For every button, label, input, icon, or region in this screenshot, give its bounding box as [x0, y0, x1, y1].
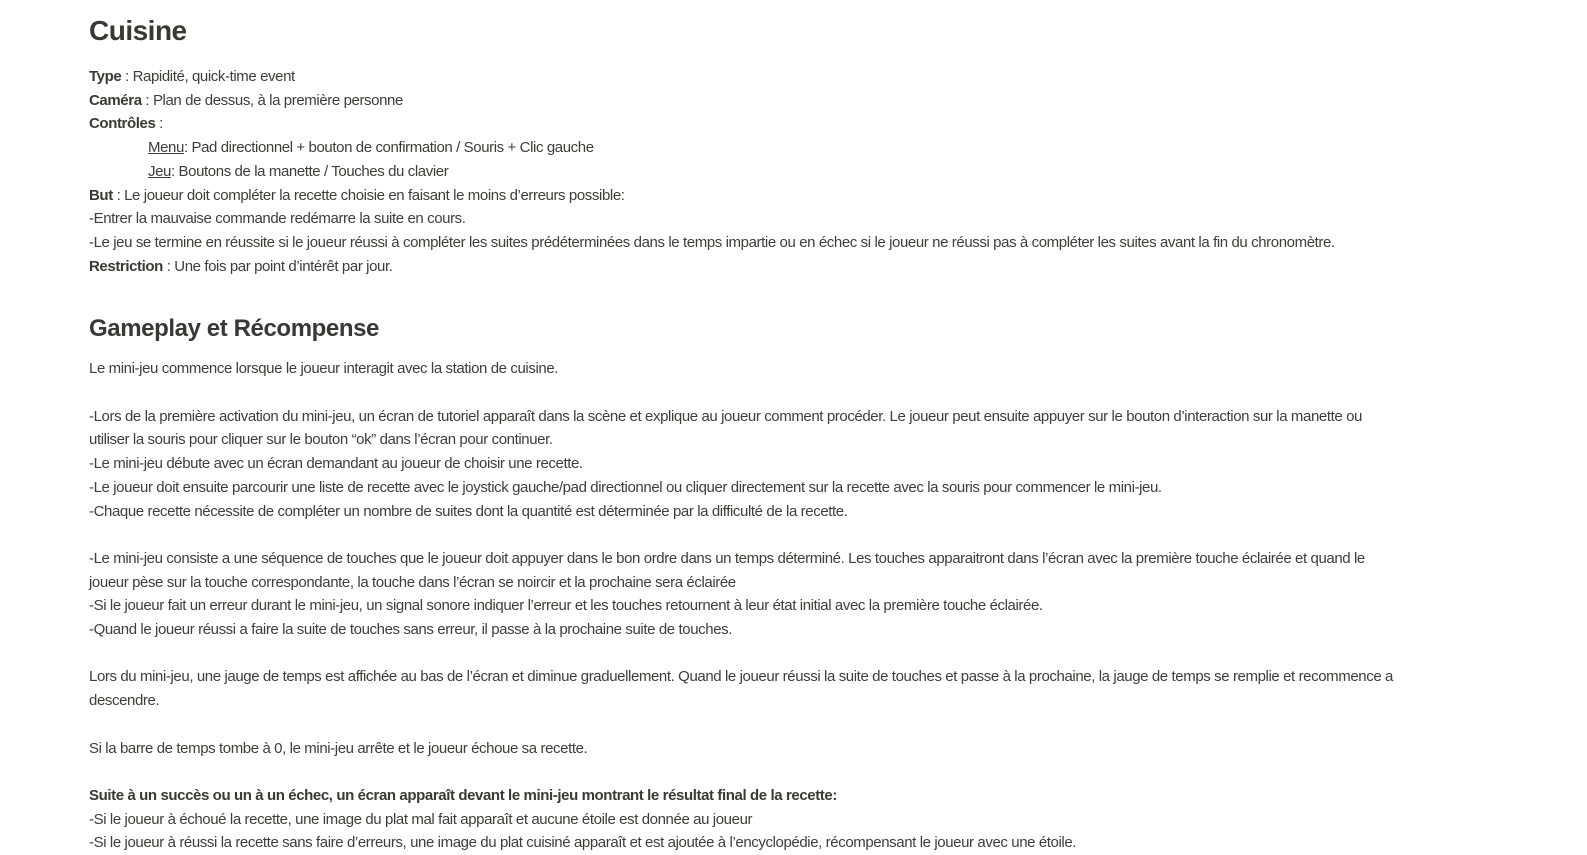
field-but-label: But	[89, 186, 113, 204]
paragraph-spacer	[89, 381, 1567, 405]
field-but	[89, 184, 1567, 208]
field-menu-value: Pad directionnel + bouton de confirmation / Souris + Clic gauche	[191, 139, 594, 157]
field-restriction	[89, 255, 1567, 279]
field-menu-label: Menu	[148, 139, 184, 157]
tutorial-line: -Chaque recette nécessite de compléter un nombre de suites dont la quantité est déterminée par la difficulté de la recette.	[89, 502, 848, 520]
field-camera-label: Caméra	[89, 91, 142, 109]
paragraph-spacer	[89, 642, 1567, 666]
field-but-sep: :	[112, 186, 125, 204]
gameplay-intro: Le mini-jeu commence lorsque le joueur interagit avec la station de cuisine.	[89, 360, 559, 378]
tutorial-line: utiliser la souris pour cliquer sur le bouton “ok” dans l’écran pour continuer.	[89, 431, 553, 449]
sequence-line: joueur pèse sur la touche correspondante, la touche dans l’écran se noircir et la prochaine sera éclairée	[89, 573, 736, 591]
field-camera-sep: :	[141, 91, 153, 109]
field-restriction-sep: :	[162, 257, 175, 275]
field-jeu-sep: :	[171, 162, 179, 180]
paragraph-spacer	[89, 523, 1567, 547]
page-title: Cuisine	[89, 15, 187, 46]
field-jeu-value: Boutons de la manette / Touches du clavier	[178, 162, 449, 180]
field-menu-sep: :	[183, 139, 192, 157]
field-but-value: Le joueur doit compléter la recette choisie en faisant le moins d’erreurs possible:	[124, 186, 625, 204]
field-controls-label: Contrôles	[89, 115, 156, 133]
timeout-line: Si la barre de temps tombe à 0, le mini-jeu arrête et le joueur échoue sa recette.	[89, 739, 588, 757]
result-fail-line: -Si le joueur à échoué la recette, une image du plat mal fait apparaît et aucune étoile est donnée au joueur	[89, 810, 753, 828]
field-controls-sep: :	[155, 115, 163, 133]
paragraph-spacer	[89, 760, 1567, 784]
field-camera	[89, 89, 1567, 113]
gauge-line: descendre.	[89, 692, 160, 710]
field-type-sep: :	[121, 68, 133, 85]
result-success-line: -Si le joueur à réussi la recette sans faire d’erreurs, une image du plat cuisiné apparaît et est ajoutée à l’encyclopédie, récompensant le joueur avec une étoile.	[89, 834, 1077, 852]
result-heading: Suite à un succès ou un à un échec, un écran apparaît devant le mini-jeu montrant le résultat final de la recette:	[89, 786, 837, 804]
field-type-label: Type	[89, 68, 122, 85]
but-note-2: -Le jeu se termine en réussite si le joueur réussi à compléter les suites prédéterminées dans le temps impartie ou en échec si le joueur ne réussi pas à compléter les suites avant la fin du chronomètre.	[89, 233, 1335, 251]
field-type	[89, 65, 1567, 89]
sequence-line: -Le mini-jeu consiste a une séquence de touches que le joueur doit appuyer dans le bon ordre dans un temps déterminé. Les touches apparaitront dans l’écran avec la première touche éclairée et quand le	[89, 549, 1365, 567]
paragraph-spacer	[89, 713, 1567, 737]
field-controls	[89, 112, 1567, 136]
field-jeu-label: Jeu	[148, 162, 171, 180]
sequence-line: -Quand le joueur réussi a faire la suite de touches sans erreur, il passe à la prochaine suite de touches.	[89, 621, 733, 639]
field-type-value: Rapidité, quick-time event	[132, 68, 295, 85]
tutorial-line: -Le mini-jeu débute avec un écran demandant au joueur de choisir une recette.	[89, 455, 583, 473]
field-camera-value: Plan de dessus, à la première personne	[152, 91, 403, 109]
field-controls-menu	[89, 136, 1567, 160]
section-heading-gameplay: Gameplay et Récompense	[89, 315, 379, 343]
gauge-line: Lors du mini-jeu, une jauge de temps est affichée au bas de l’écran et diminue graduellement. Quand le joueur réussi la suite de touches et passe à la prochaine, la jauge de temps se remplie et recommence a	[89, 668, 1393, 686]
tutorial-line: -Le joueur doit ensuite parcourir une liste de recette avec le joystick gauche/pad directionnel ou cliquer directement sur la recette avec la souris pour commencer le mini-jeu.	[89, 478, 1162, 496]
field-restriction-value: Une fois par point d’intérêt par jour.	[174, 257, 393, 275]
but-note-1: -Entrer la mauvaise commande redémarre la suite en cours.	[89, 210, 466, 228]
field-controls-jeu	[89, 160, 1567, 184]
field-restriction-label: Restriction	[89, 257, 163, 275]
sequence-line: -Si le joueur fait un erreur durant le mini-jeu, un signal sonore indiquer l’erreur et les touches retournent à leur état initial avec la première touche éclairée.	[89, 597, 1043, 615]
tutorial-line: -Lors de la première activation du mini-jeu, un écran de tutoriel apparaît dans la scène et explique au joueur comment procéder. Le joueur peut ensuite appuyer sur le bouton d’interaction sur la manette ou	[89, 407, 1362, 425]
